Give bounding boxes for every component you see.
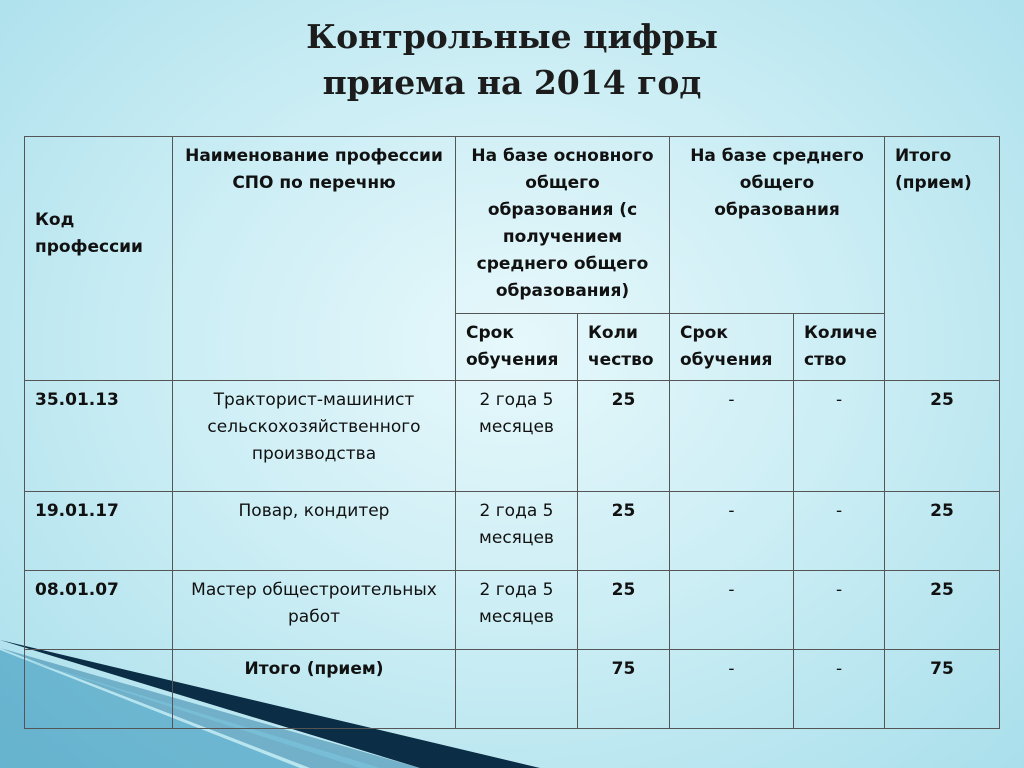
row-basic-count: 25 bbox=[578, 571, 670, 650]
summary-row bbox=[25, 650, 1000, 729]
row-secondary-count: - bbox=[794, 571, 885, 650]
summary-basic-count: 75 bbox=[578, 650, 670, 729]
page-title bbox=[0, 14, 1024, 106]
header-secondary-count: Количе ство bbox=[794, 314, 885, 381]
table-row bbox=[25, 492, 1000, 571]
row-total: 25 bbox=[885, 492, 1000, 571]
row-total: 25 bbox=[885, 381, 1000, 492]
header-secondary-term: Срок обучения bbox=[670, 314, 794, 381]
header-basic-term: Срок обучения bbox=[456, 314, 578, 381]
header-total: Итого (прием) bbox=[885, 137, 1000, 381]
admission-table bbox=[24, 136, 1000, 729]
summary-total: 75 bbox=[885, 650, 1000, 729]
row-secondary-term: - bbox=[670, 492, 794, 571]
header-secondary-group: На базе среднего общего образования bbox=[670, 137, 885, 314]
row-basic-term: 2 года 5 месяцев bbox=[456, 492, 578, 571]
header-basic-count: Коли чество bbox=[578, 314, 670, 381]
header-basic-group: На базе основного общего образования (с получением среднего общего образования) bbox=[456, 137, 670, 314]
row-secondary-count: - bbox=[794, 381, 885, 492]
row-code: 19.01.17 bbox=[25, 492, 173, 571]
row-secondary-term: - bbox=[670, 571, 794, 650]
header-row-1 bbox=[25, 137, 1000, 314]
summary-label: Итого (прием) bbox=[173, 650, 456, 729]
row-basic-count: 25 bbox=[578, 381, 670, 492]
row-code: 35.01.13 bbox=[25, 381, 173, 492]
row-basic-term: 2 года 5 месяцев bbox=[456, 381, 578, 492]
row-secondary-term: - bbox=[670, 381, 794, 492]
row-basic-count: 25 bbox=[578, 492, 670, 571]
title-line-2: приема на 2014 год bbox=[322, 63, 702, 102]
row-name: Повар, кондитер bbox=[173, 492, 456, 571]
row-code: 08.01.07 bbox=[25, 571, 173, 650]
table-row bbox=[25, 571, 1000, 650]
header-code: Код профессии bbox=[25, 137, 173, 381]
row-total: 25 bbox=[885, 571, 1000, 650]
table-row bbox=[25, 381, 1000, 492]
summary-term-empty bbox=[456, 650, 578, 729]
summary-code-empty bbox=[25, 650, 173, 729]
title-line-1: Контрольные цифры bbox=[306, 17, 718, 56]
summary-secondary-term: - bbox=[670, 650, 794, 729]
header-name: Наименование профессии СПО по перечню bbox=[173, 137, 456, 381]
summary-secondary-count: - bbox=[794, 650, 885, 729]
row-secondary-count: - bbox=[794, 492, 885, 571]
row-basic-term: 2 года 5 месяцев bbox=[456, 571, 578, 650]
row-name: Тракторист-машинист сельскохозяйственного производства bbox=[173, 381, 456, 492]
row-name: Мастер общестроительных работ bbox=[173, 571, 456, 650]
